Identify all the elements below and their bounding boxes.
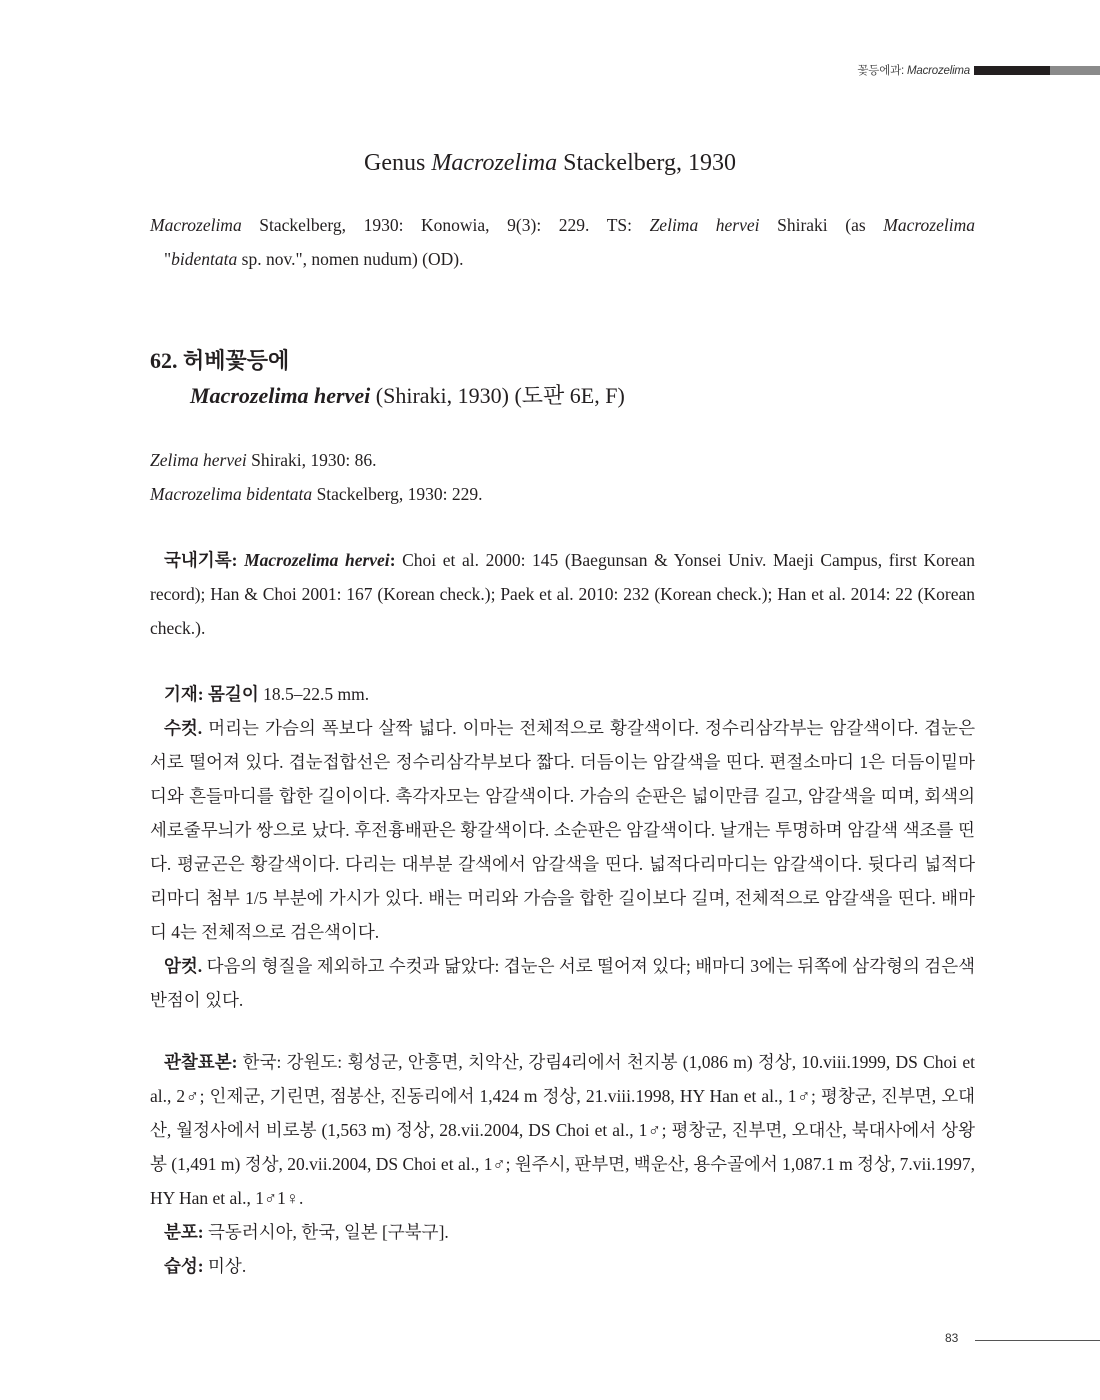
- synonym-ref: Shiraki, 1930: 86.: [246, 450, 377, 470]
- genus-ref-type-species: Zelima hervei: [649, 215, 760, 235]
- genus-reference: [150, 208, 975, 276]
- habit-label: 습성:: [164, 1256, 204, 1276]
- distribution-text: 극동러시아, 한국, 일본 [구북구].: [203, 1222, 449, 1242]
- records-text: Choi et al. 2000: 145 (Baegunsan & Yonsei Univ. Maeji Campus, first Korean record); Han & Choi 2001: 167 (Korean check.); Paek et al. 2010: 232 (Korean check.); Han et al. 2014: 22 (Korean check.).: [150, 550, 976, 638]
- header-bar-gray: [1050, 66, 1100, 75]
- species-author: (Shiraki, 1930) (도판 6E, F): [370, 383, 625, 408]
- synonym-list: [150, 443, 975, 511]
- female-description: 다음의 형질을 제외하고 수컷과 닮았다: 겹눈은 서로 떨어져 있다; 배마디 3에는 뒤쪽에 삼각형의 검은색 반점이 있다.: [150, 956, 976, 1010]
- genus-ref-species: bidentata: [171, 249, 238, 269]
- genus-ref-text-1: Stackelberg, 1930: Konowia, 9(3): 229. TS:: [241, 215, 650, 235]
- genus-title-author: Stackelberg, 1930: [563, 150, 736, 176]
- genus-ref-text-2: Shiraki (as: [759, 215, 884, 235]
- specimens-text: 한국: 강원도: 횡성군, 안흥면, 치악산, 강림4리에서 천지봉 (1,086 m) 정상, 10.viii.1999, DS Choi et al., 2♂; 인제군, 기린면, 점봉산, 진동리에서 1,424 m 정상, 21.viii.1998, HY Han et al., 1♂; 평창군, 진부면, 오대산, 월정사에서 비로봉 (1,563 m) 정상, 28.vii.2004, DS Choi et al., 1♂; 평창군, 진부면, 오대산, 북대사에서 상왕봉 (1,491 m) 정상, 20.vii.2004, DS Choi et al., 1♂; 원주시, 판부면, 백운산, 용수골에서 1,087.1 m 정상, 7.vii.1997, HY Han et al., 1♂1♀.: [150, 1052, 975, 1208]
- synonym-item: [150, 443, 975, 477]
- records-label: 국내기록:: [164, 550, 238, 570]
- genus-ref-genus: Macrozelima: [150, 215, 242, 235]
- synonym-name: Macrozelima bidentata: [150, 484, 313, 504]
- genus-title-name: Macrozelima: [431, 150, 558, 176]
- genus-title: [0, 146, 1100, 180]
- species-scientific-heading: [190, 380, 625, 412]
- synonym-item: [150, 477, 975, 511]
- page-number: 83: [945, 1331, 959, 1345]
- running-header-text: [857, 62, 970, 78]
- species-scientific-name: Macrozelima hervei: [190, 383, 371, 408]
- header-family-ko: 꽃등에과:: [857, 65, 905, 77]
- female-label: 암컷.: [164, 956, 203, 976]
- synonym-ref: Stackelberg, 1930: 229.: [312, 484, 483, 504]
- male-label: 수컷.: [164, 718, 203, 738]
- genus-title-prefix: Genus: [364, 150, 426, 176]
- distribution-label: 분포:: [164, 1222, 204, 1242]
- description: [150, 677, 975, 1017]
- specimens-section: [150, 1045, 975, 1283]
- korean-records: [150, 543, 975, 645]
- footer-rule: [975, 1340, 1100, 1341]
- species-number-korean: 62. 허베꽃등에: [150, 348, 290, 373]
- header-bar-dark: [974, 66, 1050, 75]
- running-header: [857, 64, 1100, 76]
- description-label: 기재: 몸길이: [164, 684, 259, 704]
- synonym-name: Zelima hervei: [150, 450, 247, 470]
- genus-ref-text-4: sp. nov.", nomen nudum) (OD).: [237, 249, 464, 269]
- male-description: 머리는 가슴의 폭보다 살짝 넓다. 이마는 전체적으로 황갈색이다. 정수리삼각부는 암갈색이다. 겹눈은 서로 떨어져 있다. 겹눈접합선은 정수리삼각부보다 짧다. 더듬이는 암갈색을 띤다. 편절소마디 1은 더듬이밑마디와 흔들마디를 합한 길이이다. 촉각자모는 암갈색이다. 가슴의 순판은 넓이만큼 길고, 암갈색을 띠며, 회색의 세로줄무늬가 쌍으로 났다. 후전흉배판은 황갈색이다. 소순판은 암갈색이다. 날개는 투명하며 암갈색 색조를 띤다. 평균곤은 황갈색이다. 다리는 대부분 갈색에서 암갈색을 띤다. 넓적다리마디는 암갈색이다. 뒷다리 넓적다리마디 첨부 1/5 부분에 가시가 있다. 배는 머리와 가슴을 합한 길이보다 길며, 전체적으로 암갈색을 띤다. 배마디 4는 전체적으로 검은색이다.: [150, 718, 975, 942]
- records-species: Macrozelima hervei: [244, 550, 390, 570]
- body-length: 18.5–22.5 mm.: [258, 684, 370, 704]
- habit-text: 미상.: [203, 1256, 247, 1276]
- genus-ref-genus-2: Macrozelima: [883, 215, 975, 235]
- genus-ref-text-3: ": [164, 249, 172, 269]
- records-colon: :: [389, 550, 396, 570]
- header-genus: Macrozelima: [907, 65, 970, 77]
- specimens-label: 관찰표본:: [164, 1052, 238, 1072]
